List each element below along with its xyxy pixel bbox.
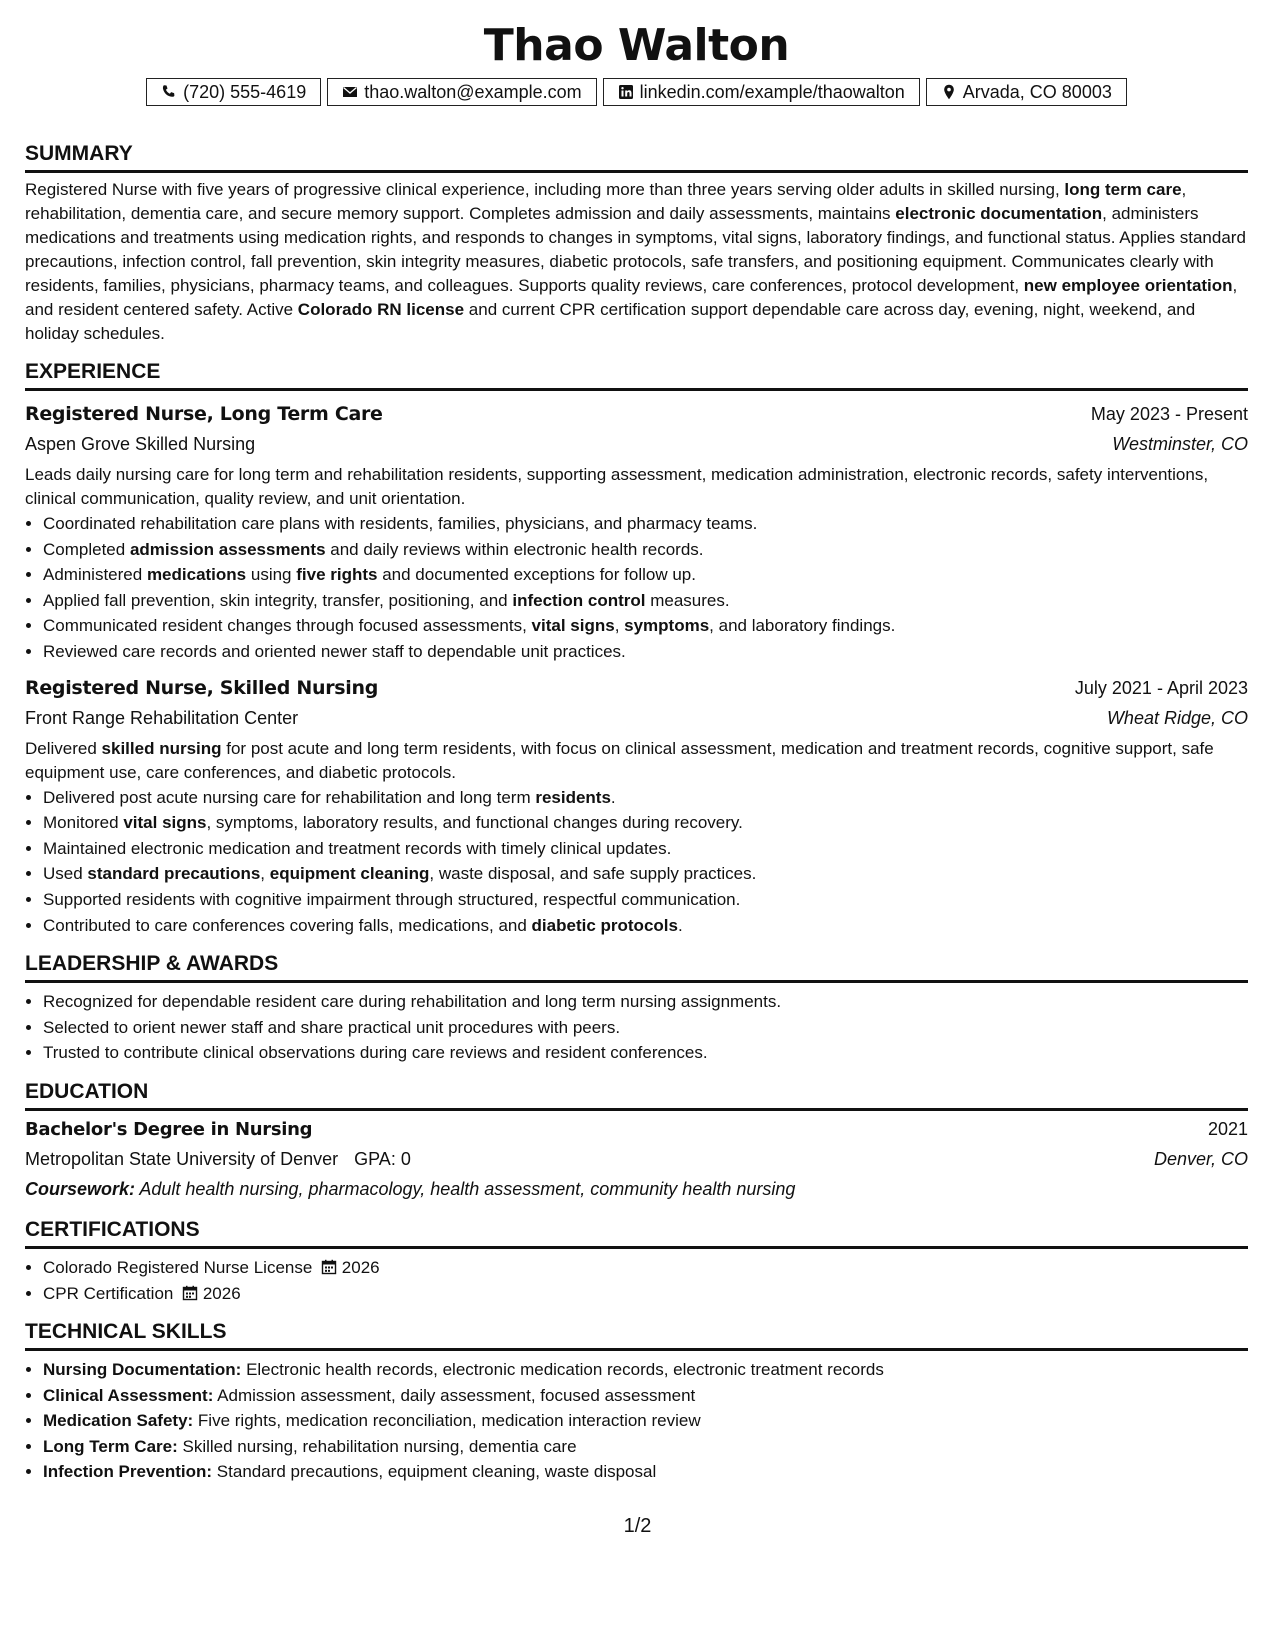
list-item (43, 1255, 1248, 1281)
list-item: • Reviewed care records and oriented newer staff to dependable unit practices. (43, 639, 1248, 665)
linkedin-icon (618, 84, 634, 100)
list-item: • Maintained electronic medication and treatment records with timely clinical updates. (43, 836, 1248, 862)
contact-bar (25, 78, 1248, 106)
list-item: • Applied fall prevention, skin integrity, transfer, positioning, and infection control measures. (43, 588, 1248, 614)
list-item: • Communicated resident changes through focused assessments, vital signs, symptoms, and laboratory findings. (43, 613, 1248, 639)
job-location: Wheat Ridge, CO (1106, 707, 1248, 728)
job-dates: May 2023 - Present (1090, 404, 1248, 424)
section-title-experience: EXPERIENCE (25, 358, 1248, 391)
list-item: • Administered medications using five rights and documented exceptions for follow up. (43, 562, 1248, 588)
list-item: • Monitored vital signs, symptoms, laboratory results, and functional changes during recovery. (43, 810, 1248, 836)
job-entry (25, 399, 1248, 665)
job-title: Registered Nurse, Skilled Nursing (25, 676, 379, 699)
section-title-skills: TECHNICAL SKILLS (25, 1318, 1248, 1351)
list-item: • Nursing Documentation: Electronic health records, electronic medication records, electronic treatment records (43, 1357, 1248, 1383)
skills-section (25, 1318, 1248, 1485)
contact-linkedin[interactable] (603, 78, 920, 106)
section-title-certifications: CERTIFICATIONS (25, 1216, 1248, 1249)
coursework: Coursework: Adult health nursing, pharmacology, health assessment, community health nursing (25, 1178, 796, 1199)
phone-icon (161, 84, 177, 100)
graduation-year: 2021 (1207, 1118, 1248, 1139)
calendar-icon (321, 1259, 337, 1275)
list-item (43, 1281, 1248, 1307)
cert-year: 2026 (341, 1257, 380, 1277)
job-entry (25, 673, 1248, 939)
list-item: • Recognized for dependable resident care during rehabilitation and long term nursing assignments. (43, 989, 1248, 1015)
skills-list (25, 1357, 1248, 1485)
cert-name: Colorado Registered Nurse License (43, 1257, 313, 1277)
education-section (25, 1078, 1248, 1204)
map-pin-icon (941, 84, 957, 100)
summary-section (25, 140, 1248, 346)
job-title: Registered Nurse, Long Term Care (25, 403, 383, 425)
list-item: • Completed admission assessments and daily reviews within electronic health records. (43, 537, 1248, 563)
resume-page (25, 16, 1248, 1485)
list-item: • Long Term Care: Skilled nursing, rehabilitation nursing, dementia care (43, 1434, 1248, 1460)
job-organization: Aspen Grove Skilled Nursing (25, 434, 256, 454)
email-text: thao.walton@example.com (364, 81, 582, 102)
page-number: 1/2 (623, 1515, 652, 1537)
section-title-education: EDUCATION (25, 1078, 1248, 1111)
linkedin-text: linkedin.com/example/thaowalton (639, 81, 905, 102)
school-location: Denver, CO (1153, 1148, 1248, 1169)
list-item: • Clinical Assessment: Admission assessment, daily assessment, focused assessment (43, 1383, 1248, 1409)
job-organization: Front Range Rehabilitation Center (25, 707, 299, 728)
list-item: • Selected to orient newer staff and share practical unit procedures with peers. (43, 1015, 1248, 1041)
envelope-icon (342, 84, 358, 100)
candidate-name: Thao Walton (483, 20, 790, 71)
leadership-list (25, 989, 1248, 1066)
contact-email[interactable] (327, 78, 596, 106)
location-text: Arvada, CO 80003 (962, 81, 1112, 102)
job-description: Leads daily nursing care for long term and rehabilitation residents, supporting assessment, medication administration, electronic records, safety interventions, clinical communication, quality review, and unit orientation. (25, 465, 1209, 508)
list-item: • Used standard precautions, equipment cleaning, waste disposal, and safe supply practices. (43, 861, 1248, 887)
list-item: • Delivered post acute nursing care for rehabilitation and long term residents. (43, 785, 1248, 811)
section-title-summary: SUMMARY (25, 140, 1248, 173)
job-location: Westminster, CO (1112, 434, 1248, 454)
certifications-list (25, 1255, 1248, 1306)
list-item: • Infection Prevention: Standard precautions, equipment cleaning, waste disposal (43, 1459, 1248, 1485)
contact-phone[interactable] (146, 78, 321, 106)
gpa: GPA: 0 (354, 1148, 411, 1169)
job-description: Delivered skilled nursing for post acute and long term residents, with focus on clinical assessment, medication and treatment records, cognitive support, safe equipment use, care conferences, and diabetic protocols. (25, 738, 1214, 782)
leadership-section (25, 950, 1248, 1066)
cert-name: CPR Certification (43, 1283, 174, 1303)
list-item: • Trusted to contribute clinical observations during care reviews and resident conferences. (43, 1040, 1248, 1066)
contact-location (926, 78, 1127, 106)
section-title-leadership: LEADERSHIP & AWARDS (25, 950, 1248, 983)
job-bullets (25, 511, 1248, 665)
job-dates: July 2021 - April 2023 (1074, 677, 1248, 698)
list-item: • Contributed to care conferences covering falls, medications, and diabetic protocols. (43, 913, 1248, 939)
calendar-icon (182, 1285, 198, 1301)
list-item: • Medication Safety: Five rights, medication reconciliation, medication interaction review (43, 1408, 1248, 1434)
job-bullets (25, 785, 1248, 939)
certifications-section (25, 1216, 1248, 1306)
list-item: • Supported residents with cognitive impairment through structured, respectful communication. (43, 887, 1248, 913)
list-item: • Coordinated rehabilitation care plans with residents, families, physicians, and pharmacy teams. (43, 511, 1248, 537)
degree: Bachelor's Degree in Nursing (25, 1118, 313, 1140)
phone-text: (720) 555-4619 (183, 81, 307, 102)
experience-section (25, 358, 1248, 938)
summary-text: Registered Nurse with five years of progressive clinical experience, including more than three years serving older adults in skilled nursing, long term care, rehabilitation, dementia care, and secure memory support. Completes admission and daily assessments, maintains electronic documentation, administers medications and treatments using medication rights, and responds to changes in symptoms, vital signs, laboratory findings, and functional status. Applies standard precautions, infection control, fall prevention, skin integrity measures, diabetic protocols, safe transfers, and positioning equipment. Communicates clearly with residents, families, physicians, pharmacy teams, and colleagues. Supports quality reviews, care conferences, protocol development, new employee orientation, and resident centered safety. Active Colorado RN license and current CPR certification support dependable care across day, evening, night, weekend, and holiday schedules. (25, 180, 1246, 343)
cert-year: 2026 (202, 1283, 241, 1303)
school: Metropolitan State University of Denver GPA: 0 (25, 1148, 411, 1169)
